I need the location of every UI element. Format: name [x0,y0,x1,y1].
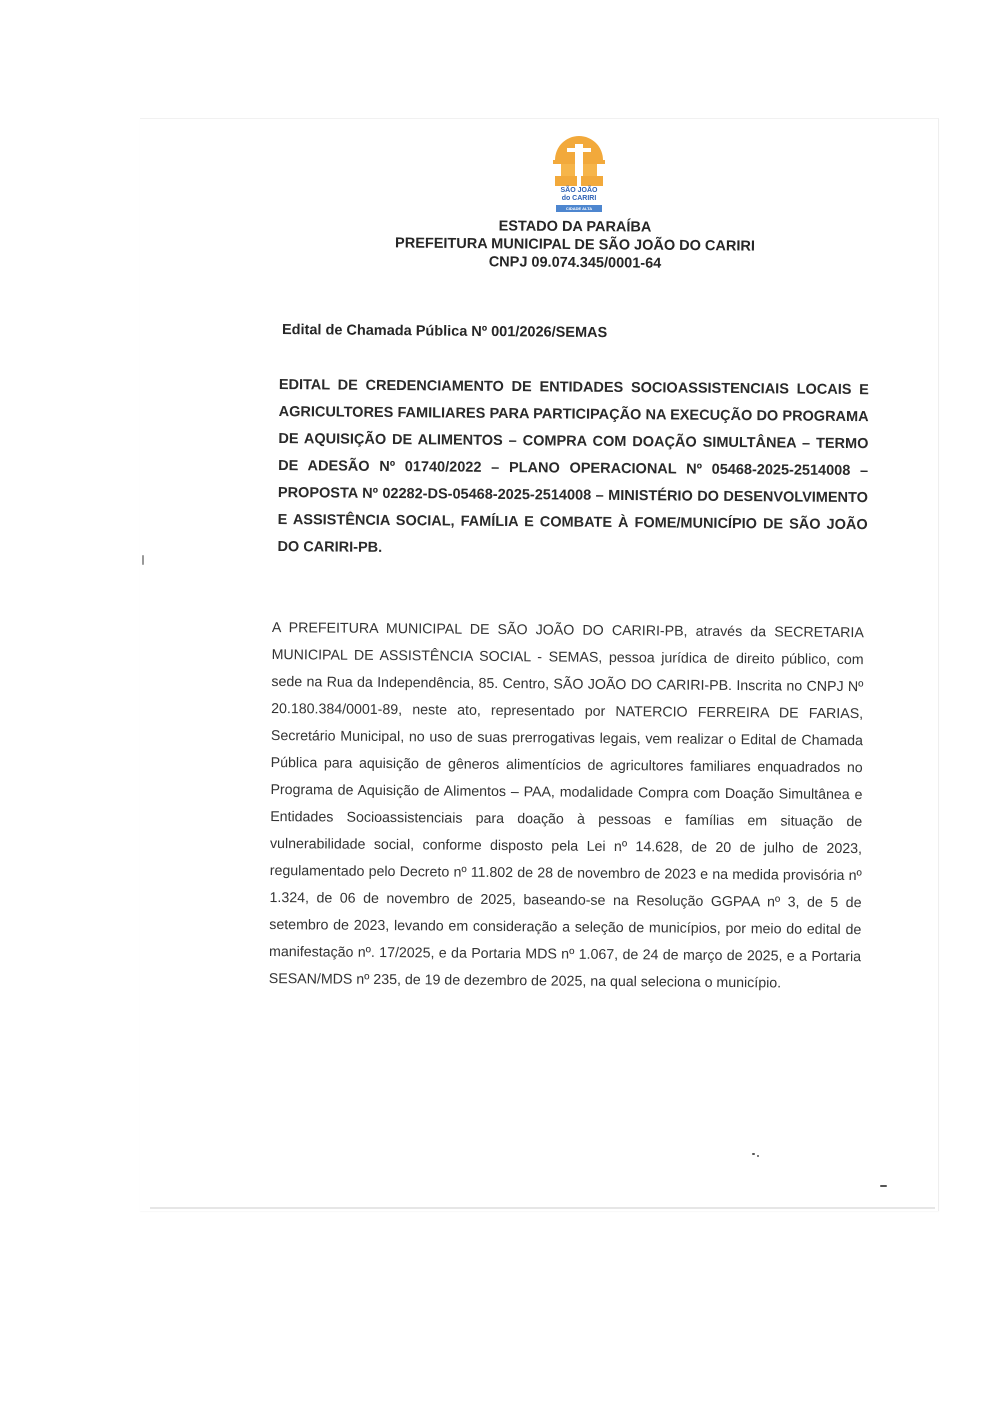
logo-tagline: CIDADE ALTA [556,205,602,212]
edital-title: Edital de Chamada Pública Nº 001/2026/SEMAS [281,322,608,342]
page-edge-line [150,1207,935,1209]
logo-line-2: do CARIRI [561,195,597,202]
scan-speck [757,1155,759,1157]
header-prefecture: PREFEITURA MUNICIPAL DE SÃO JOÃO DO CARIRI [395,235,755,255]
logo-line-1: SÃO JOÃO [560,187,598,194]
scan-speck [752,1153,755,1155]
scan-speck [880,1185,887,1187]
header-cnpj: CNPJ 09.074.345/0001-64 [488,254,662,272]
document-header [370,218,780,272]
scan-speck [142,555,144,565]
logo-wordmark [551,187,607,212]
header-state: ESTADO DA PARAÍBA [498,218,652,236]
edital-body-paragraph: A PREFEITURA MUNICIPAL DE SÃO JOÃO DO CARIRI-PB, através da SECRETARIA MUNICIPAL DE ASSISTÊNCIA SOCIAL - SEMAS, pessoa jurídica de direito público, com sede na Rua da Independência, 85. Centro, SÃO JOÃO DO CARIRI-PB. Inscrita no CNPJ Nº 20.180.384/0001-89, neste ato, representado por NATERCIO FERREIRA DE FARIAS, Secretário Municipal, no uso de suas prerrogativas legais, vem realizar o Edital de Chamada Pública para aquisição de gêneros alimentícios de agricultores familiares enquadrados no Programa de Aquisição de Alimentos – PAA, modalidade Compra com Doação Simultânea e Entidades Socioassistenciais para doação à pessoas e famílias em situação de vulnerabilidade social, conforme disposto pela Lei nº 14.628, de 20 de julho de 2023, regulamentado pelo Decreto nº 11.802 de 28 de novembro de 2023 e na medida provisória nº 1.324, de 06 de novembro de 2025, baseando-se na Resolução GGPAA nº 3, de 5 de setembro de 2023, levando em consideração a seleção de municípios, por meio do edital de manifestação nº. 17/2025, e da Portaria MDS nº 1.067, de 24 de março de 2025, e a Portaria SESAN/MDS nº 235, de 19 de dezembro de 2025, na qual seleciona o município. [268,619,864,992]
edital-subject: EDITAL DE CREDENCIAMENTO DE ENTIDADES SOCIOASSISTENCIAIS LOCAIS E AGRICULTORES FAMILIARES PARA PARTICIPAÇÃO NA EXECUÇÃO DO PROGRAMA DE AQUISIÇÃO DE ALIMENTOS – COMPRA COM DOAÇÃO SIMULTÂNEA – TERMO DE ADESÃO Nº 01740/2022 – PLANO OPERACIONAL Nº 05468-2025-2514008 – PROPOSTA Nº 02282-DS-05468-2025-2514008 – MINISTÉRIO DO DESENVOLVIMENTO E ASSISTÊNCIA SOCIAL, FAMÍLIA E COMBATE À FOME/MUNICÍPIO DE SÃO JOÃO DO CARIRI-PB. [277,376,869,556]
